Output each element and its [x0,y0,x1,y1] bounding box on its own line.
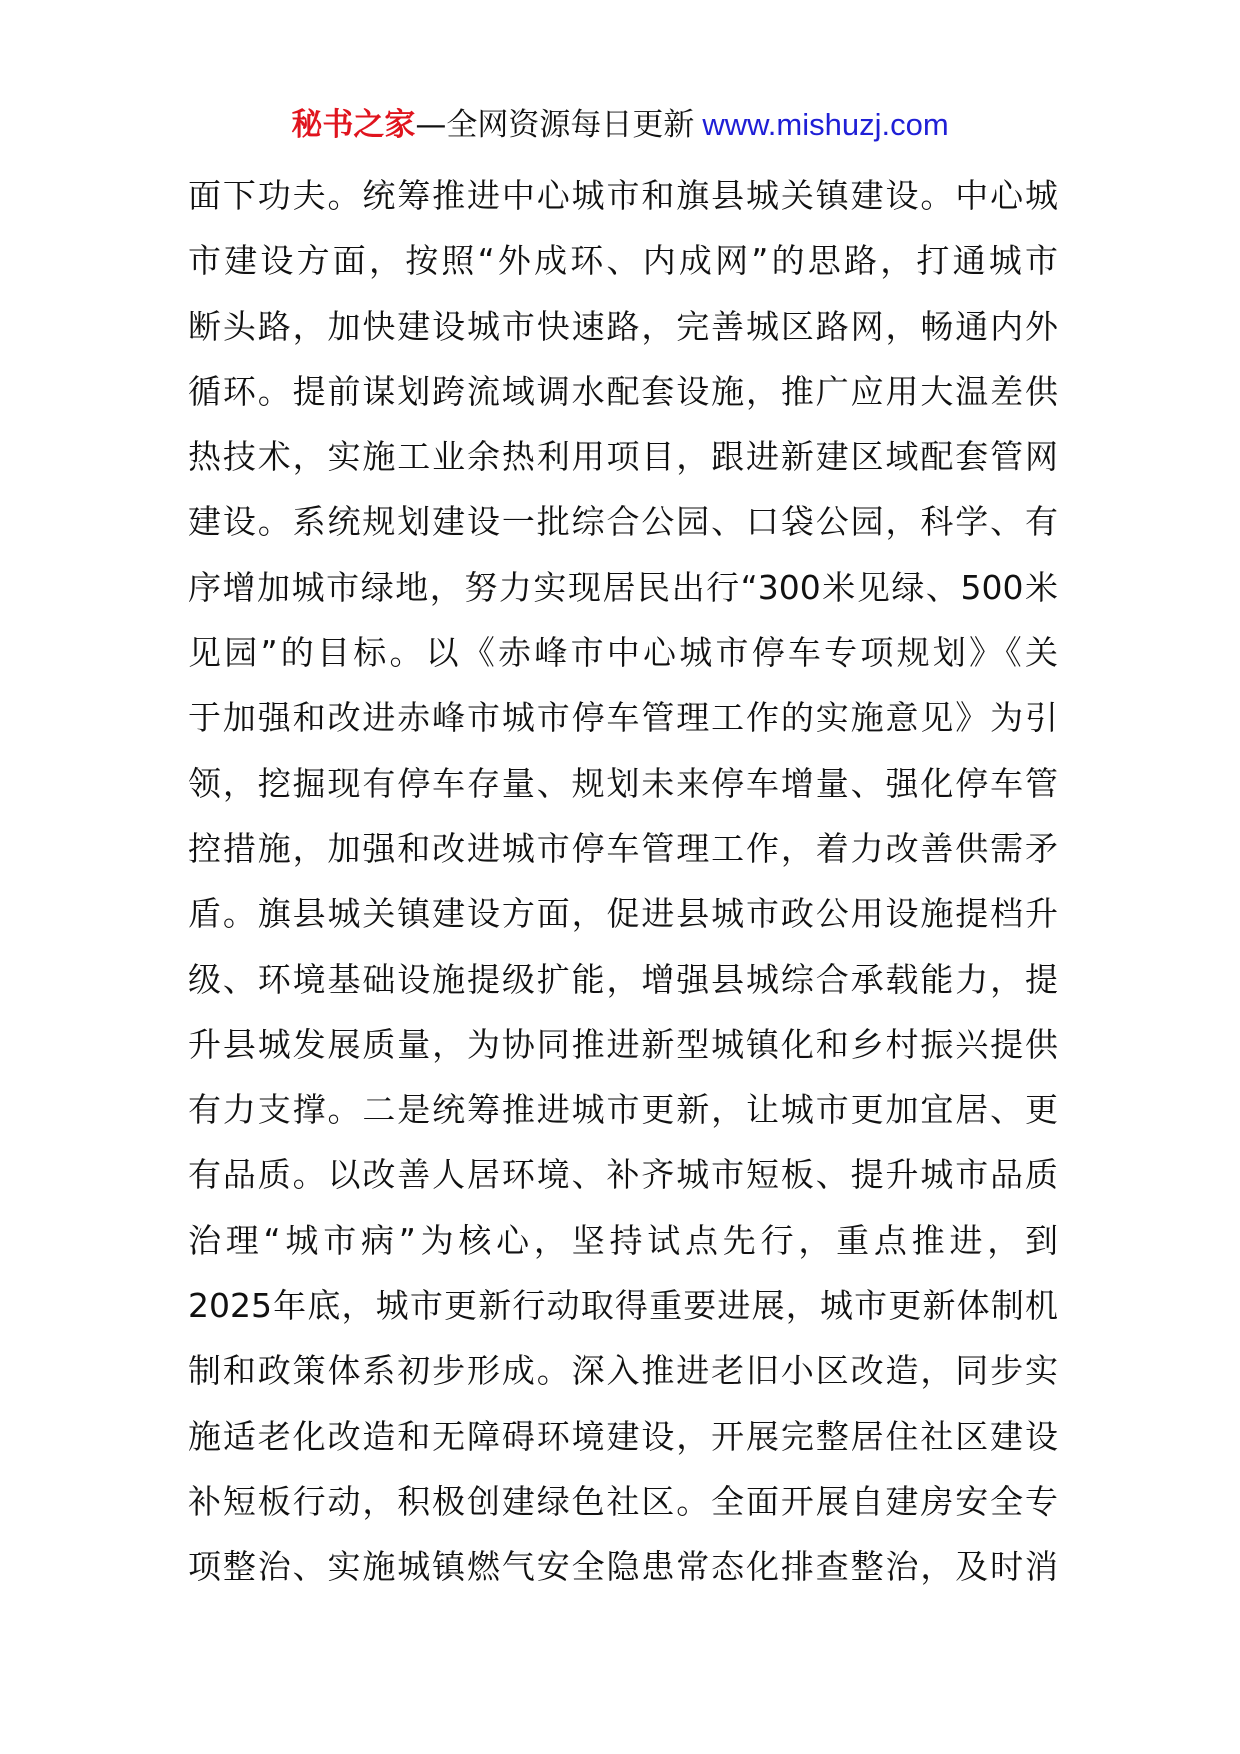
paragraph-line: 于加强和改进赤峰市城市停车管理工作的实施意见》为引 [188,698,1058,738]
document-body [188,163,1058,1600]
brand-name: 秘书之家 [291,107,416,143]
page-header [0,100,1240,150]
paragraph-line: 有力支撑。二是统筹推进城市更新，让城市更加宜居、更 [188,1090,1058,1130]
paragraph-line: 级、环境基础设施提级扩能，增强县城综合承载能力，提 [188,959,1058,999]
paragraph-line: 循环。提前谋划跨流域调水配套设施，推广应用大温差供 [188,371,1058,411]
paragraph-line: 热技术，实施工业余热利用项目，跟进新建区域配套管网 [188,437,1058,477]
paragraph-line: 项整治、实施城镇燃气安全隐患常态化排查整治，及时消 [188,1547,1058,1587]
header-tagline: —全网资源每日更新 [415,107,695,143]
paragraph-line: 序增加城市绿地，努力实现居民出行“300米见绿、500米 [188,567,1058,607]
paragraph-line: 领，挖掘现有停车存量、规划未来停车增量、强化停车管 [188,763,1058,803]
paragraph-line: 治理“城市病”为核心，坚持试点先行，重点推进，到 [188,1220,1058,1260]
website-link[interactable]: www.mishuzj.com [702,107,949,142]
paragraph-line: 断头路，加快建设城市快速路，完善城区路网，畅通内外 [188,306,1058,346]
paragraph-line: 见园”的目标。以《赤峰市中心城市停车专项规划》《关 [188,633,1058,673]
paragraph-line: 施适老化改造和无障碍环境建设，开展完整居住社区建设 [188,1416,1058,1456]
paragraph-line: 补短板行动，积极创建绿色社区。全面开展自建房安全专 [188,1481,1058,1521]
paragraph-line: 有品质。以改善人居环境、补齐城市短板、提升城市品质 [188,1155,1058,1195]
paragraph-line: 盾。旗县城关镇建设方面，促进县城市政公用设施提档升 [188,894,1058,934]
paragraph-line: 市建设方面，按照“外成环、内成网”的思路，打通城市 [188,241,1058,281]
paragraph-line: 面下功夫。统筹推进中心城市和旗县城关镇建设。中心城 [188,176,1058,215]
paragraph-line: 控措施，加强和改进城市停车管理工作，着力改善供需矛 [188,828,1058,868]
paragraph-line: 制和政策体系初步形成。深入推进老旧小区改造，同步实 [188,1351,1058,1391]
paragraph-line: 2025年底，城市更新行动取得重要进展，城市更新体制机 [188,1286,1058,1326]
paragraph-line: 升县城发展质量，为协同推进新型城镇化和乡村振兴提供 [188,1024,1058,1064]
paragraph-line: 建设。系统规划建设一批综合公园、口袋公园，科学、有 [188,502,1058,542]
